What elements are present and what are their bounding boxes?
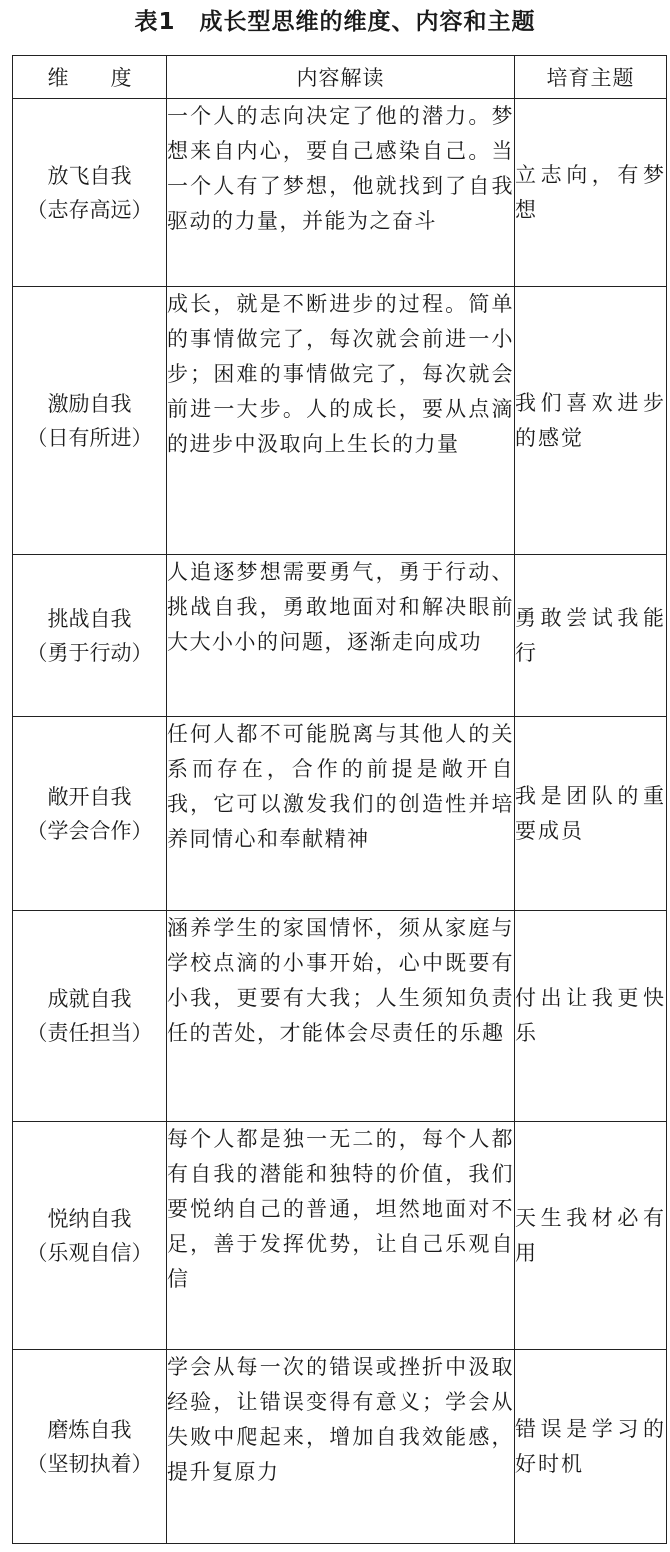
dimension-cell bbox=[13, 1350, 167, 1544]
header-dimension-char-2: 度 bbox=[110, 66, 132, 90]
theme-cell: 勇敢尝试我能行 bbox=[515, 555, 667, 717]
table-row bbox=[13, 1122, 667, 1350]
dimension-name: 磨炼自我 bbox=[47, 1417, 132, 1442]
dimension-name: 激励自我 bbox=[47, 391, 132, 416]
dimension-name: 成就自我 bbox=[47, 987, 132, 1011]
content-cell: 学会从每一次的错误或挫折中汲取经验，让错误变得有意义；学会从失败中爬起来，增加自我效能感，提升复原力 bbox=[167, 1350, 515, 1544]
header-row bbox=[13, 56, 667, 99]
table-row bbox=[13, 555, 667, 717]
table-row bbox=[13, 717, 667, 911]
content-cell: 涵养学生的家国情怀，须从家庭与学校点滴的小事开始，心中既要有小我，更要有大我；人生须知负责任的苦处，才能体会尽责任的乐趣 bbox=[167, 911, 515, 1122]
dimension-name: 放飞自我 bbox=[47, 163, 132, 188]
theme-cell: 我是团队的重要成员 bbox=[515, 717, 667, 911]
dimension-cell bbox=[13, 99, 167, 287]
header-content: 内容解读 bbox=[167, 56, 515, 99]
theme-cell: 错误是学习的好时机 bbox=[515, 1350, 667, 1544]
dimension-sub: （学会合作） bbox=[26, 818, 153, 843]
table-row bbox=[13, 911, 667, 1122]
dimension-cell bbox=[13, 287, 167, 555]
dimension-cell bbox=[13, 911, 167, 1122]
theme-cell: 付出让我更快乐 bbox=[515, 911, 667, 1122]
dimension-cell bbox=[13, 717, 167, 911]
dimension-name: 挑战自我 bbox=[47, 606, 132, 631]
table-row bbox=[13, 287, 667, 555]
header-dimension-char-1: 维 bbox=[47, 66, 69, 90]
table-row bbox=[13, 99, 667, 287]
table-row bbox=[13, 1350, 667, 1544]
theme-cell: 立志向，有梦想 bbox=[515, 99, 667, 287]
header-theme: 培育主题 bbox=[515, 56, 667, 99]
theme-cell: 天生我材必有用 bbox=[515, 1122, 667, 1350]
dimension-sub: （勇于行动） bbox=[26, 640, 153, 665]
growth-mindset-table bbox=[12, 55, 667, 1544]
dimension-cell bbox=[13, 555, 167, 717]
content-cell: 人追逐梦想需要勇气，勇于行动、挑战自我，勇敢地面对和解决眼前大大小小的问题，逐渐走向成功 bbox=[167, 555, 515, 717]
content-cell: 每个人都是独一无二的，每个人都有自我的潜能和独特的价值，我们要悦纳自己的普通，坦然地面对不足，善于发挥优势，让自己乐观自信 bbox=[167, 1122, 515, 1350]
dimension-sub: （乐观自信） bbox=[26, 1240, 153, 1265]
theme-cell: 我们喜欢进步的感觉 bbox=[515, 287, 667, 555]
content-cell: 成长，就是不断进步的过程。简单的事情做完了，每次就会前进一小步；困难的事情做完了，每次就会前进一大步。人的成长，要从点滴的进步中汲取向上生长的力量 bbox=[167, 287, 515, 555]
dimension-cell bbox=[13, 1122, 167, 1350]
dimension-sub: （责任担当） bbox=[26, 1021, 153, 1045]
content-cell: 一个人的志向决定了他的潜力。梦想来自内心，要自己感染自己。当一个人有了梦想，他就找到了自我驱动的力量，并能为之奋斗 bbox=[167, 99, 515, 287]
dimension-sub: （坚韧执着） bbox=[26, 1451, 153, 1476]
dimension-name: 悦纳自我 bbox=[47, 1206, 132, 1231]
dimension-sub: （日有所进） bbox=[26, 425, 153, 450]
table-caption: 表1 成长型思维的维度、内容和主题 bbox=[134, 9, 536, 35]
content-cell: 任何人都不可能脱离与其他人的关系而存在，合作的前提是敞开自我，它可以激发我们的创造性并培养同情心和奉献精神 bbox=[167, 717, 515, 911]
dimension-sub: （志存高远） bbox=[26, 197, 153, 222]
header-dimension bbox=[13, 56, 167, 99]
dimension-name: 敞开自我 bbox=[47, 784, 132, 809]
